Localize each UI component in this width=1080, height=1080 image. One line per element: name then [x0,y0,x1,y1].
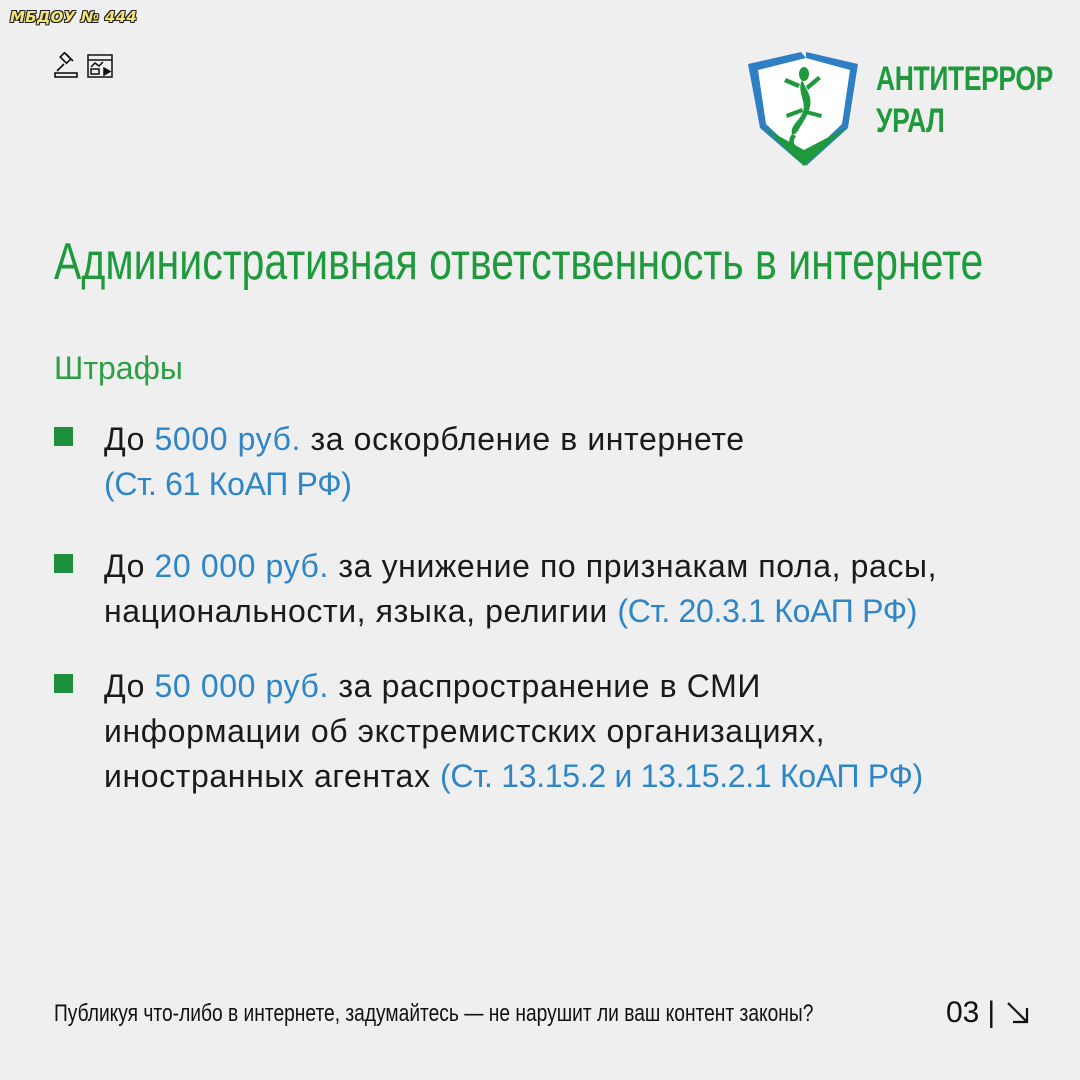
logo-line-1: АНТИТЕРРОР [876,60,1053,98]
item-prefix: До [104,548,155,584]
watermark: МБДОУ № 444 [10,8,138,26]
section-subtitle: Штрафы [54,350,183,386]
list-item-text [104,664,964,799]
footer-note: Публикуя что-либо в интернете, задумайтесь — не нарушит ли ваш контент законы? [54,1000,814,1027]
list-item-text [104,417,924,507]
item-description: за оскорбление в интернете [301,421,745,457]
web-video-icon [86,52,114,80]
item-prefix: До [104,668,155,704]
page-number: 03 [946,996,980,1029]
list-item-text [104,544,1024,634]
logo-line-2: УРАЛ [876,102,945,140]
item-description: за унижение по признакам пола, расы, национальности, языка, религии [104,548,938,629]
bullet-square [54,674,73,693]
fine-amount: 20 000 руб. [154,548,329,584]
law-reference: (Ст. 20.3.1 КоАП РФ) [617,593,918,629]
fine-amount: 5000 руб. [154,421,302,457]
list-item [54,544,1034,634]
list-item [54,664,1034,799]
top-icons [52,52,114,80]
gavel-icon [52,52,80,80]
logo-text [876,58,1053,142]
bullet-square [54,427,73,446]
item-description: за распространение в СМИ информации об экстремистских организациях, иностранных агентах [104,668,826,794]
page-separator: | [987,996,996,1029]
law-reference: (Ст. 13.15.2 и 13.15.2.1 КоАП РФ) [440,758,923,794]
page-indicator [946,996,1031,1030]
page-title: Административная ответственность в интернете [54,233,984,291]
bullet-square [54,554,73,573]
item-prefix: До [104,421,155,457]
fine-amount: 50 000 руб. [154,668,329,704]
law-reference: (Ст. 61 КоАП РФ) [104,466,352,502]
list-item [54,417,1034,507]
arrow-down-right-icon[interactable] [1005,1000,1031,1026]
